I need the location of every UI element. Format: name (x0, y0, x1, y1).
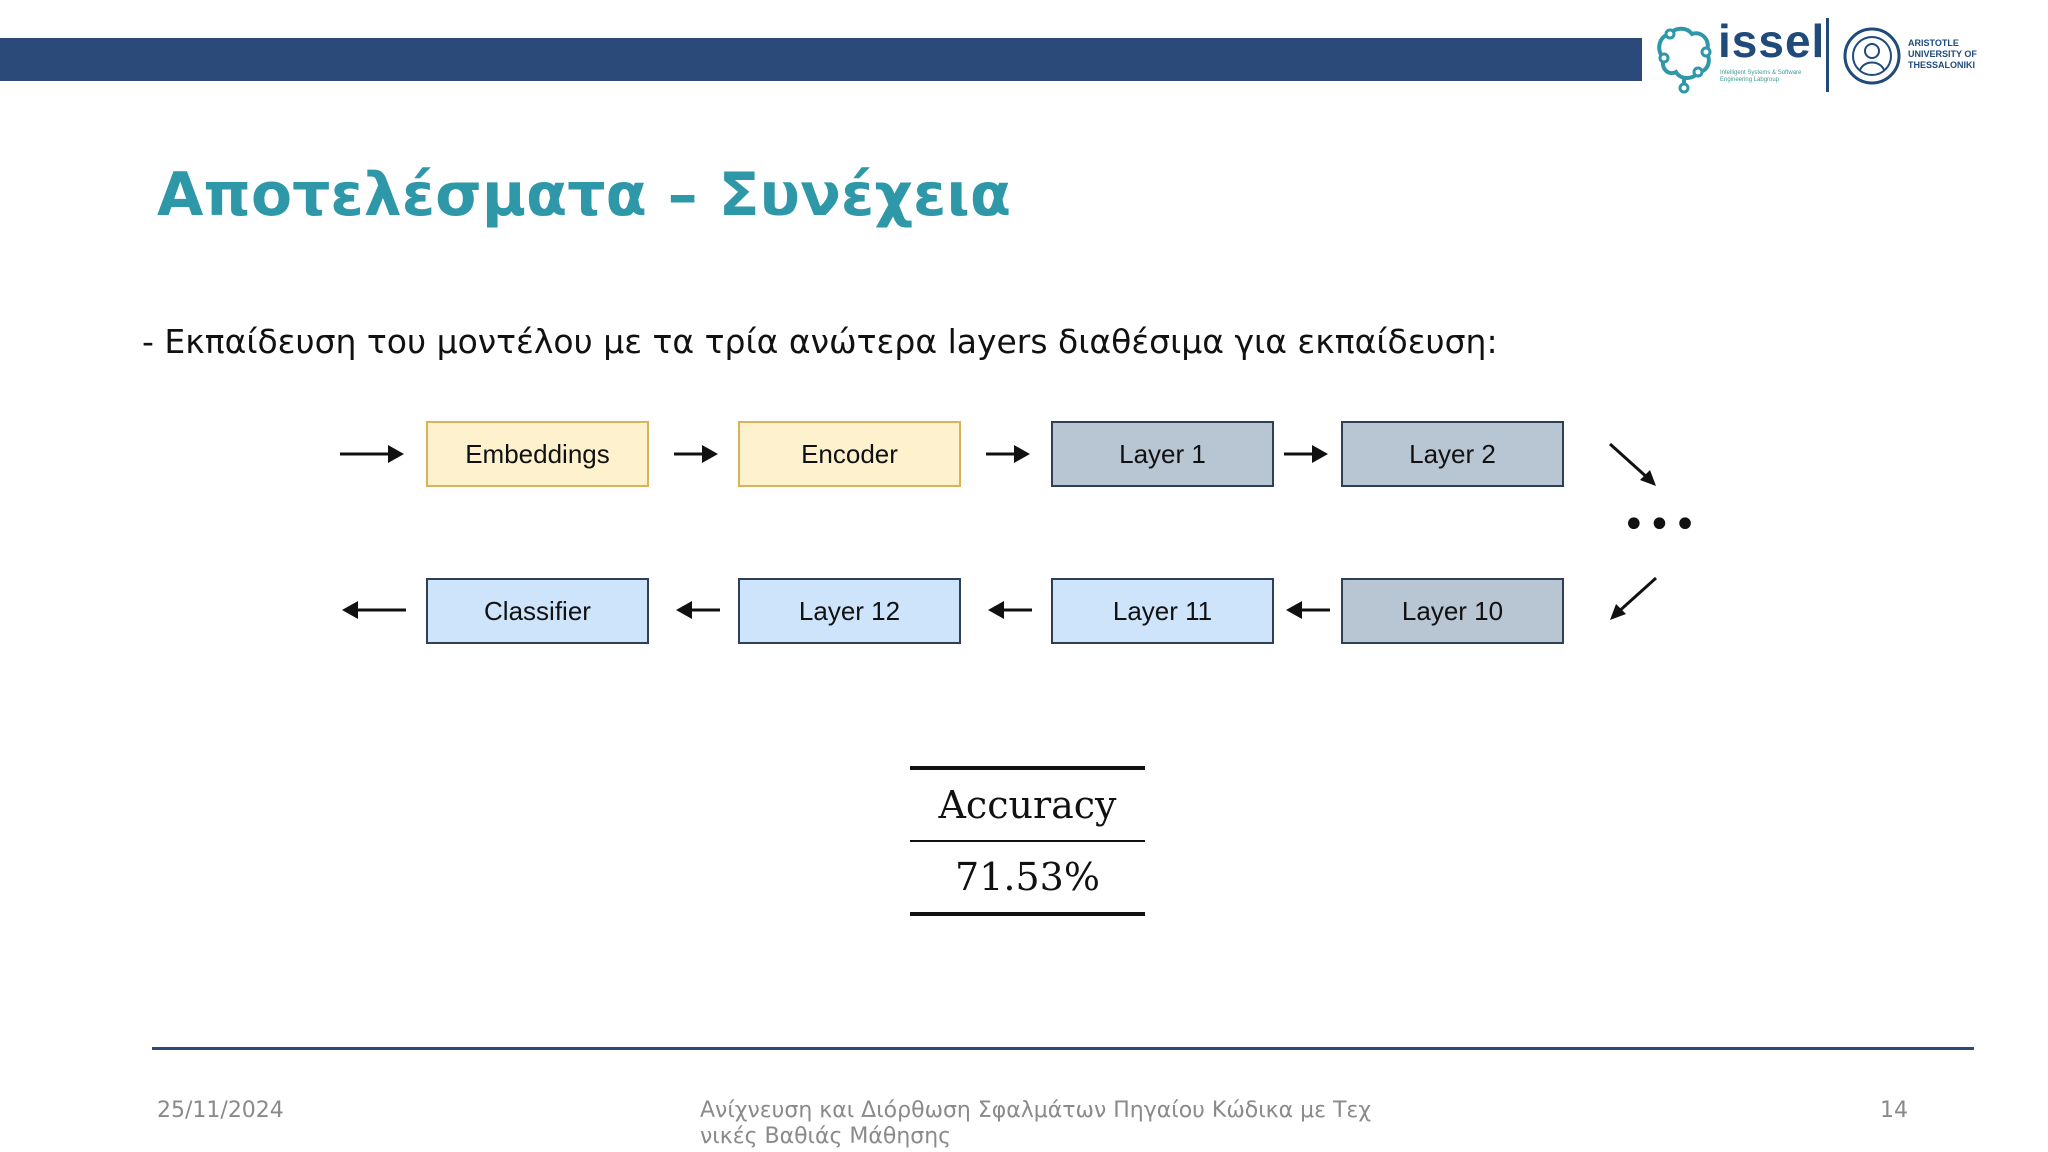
issel-logo-icon (1654, 24, 1714, 94)
results-table (910, 766, 1145, 916)
issel-tagline: Intelligent Systems & Software Engineering Labgroup (1720, 70, 1802, 83)
logo-divider (1826, 18, 1829, 92)
arrow-left-icon (984, 598, 1034, 622)
issel-wordmark: issel (1718, 15, 1826, 67)
arrow-down-left-icon (1606, 574, 1660, 624)
arrow-left-icon (672, 598, 722, 622)
block-embeddings: Embeddings (426, 421, 649, 487)
logo-area (1654, 16, 1984, 96)
block-layer-10: Layer 10 (1341, 578, 1564, 644)
block-layer-1: Layer 1 (1051, 421, 1274, 487)
table-bottom-rule (910, 912, 1145, 916)
university-seal-icon (1842, 26, 1902, 86)
arrow-down-right-icon (1606, 440, 1660, 490)
arrow-right-icon (672, 442, 722, 466)
arrow-right-icon (984, 442, 1034, 466)
table-value-accuracy: 71.53% (955, 855, 1100, 899)
footer-title: Ανίχνευση και Διόρθωση Σφαλμάτων Πηγαίου Κώδικα με Τεχνικές Βαθιάς Μάθησης (700, 1098, 1372, 1149)
slide-title: Αποτελέσματα – Συνέχεια (157, 160, 1012, 230)
footer-rule (152, 1047, 1974, 1050)
university-name: ARISTOTLE UNIVERSITY OF THESSALONIKI (1908, 38, 1977, 70)
block-classifier: Classifier (426, 578, 649, 644)
table-header-accuracy: Accuracy (938, 783, 1117, 827)
input-arrow-icon (338, 442, 408, 466)
arrow-right-icon (1282, 442, 1332, 466)
block-layer-12: Layer 12 (738, 578, 961, 644)
ellipsis: ••• (1622, 502, 1699, 548)
bullet-text: - Εκπαίδευση του μοντέλου με τα τρία ανώτερα layers διαθέσιμα για εκπαίδευση: (142, 322, 1498, 361)
arrow-left-icon (1282, 598, 1332, 622)
footer-date: 25/11/2024 (157, 1098, 284, 1123)
block-layer-2: Layer 2 (1341, 421, 1564, 487)
page-number: 14 (1880, 1098, 1908, 1123)
output-arrow-icon (338, 598, 408, 622)
block-encoder: Encoder (738, 421, 961, 487)
header-bar (0, 38, 1642, 81)
block-layer-11: Layer 11 (1051, 578, 1274, 644)
